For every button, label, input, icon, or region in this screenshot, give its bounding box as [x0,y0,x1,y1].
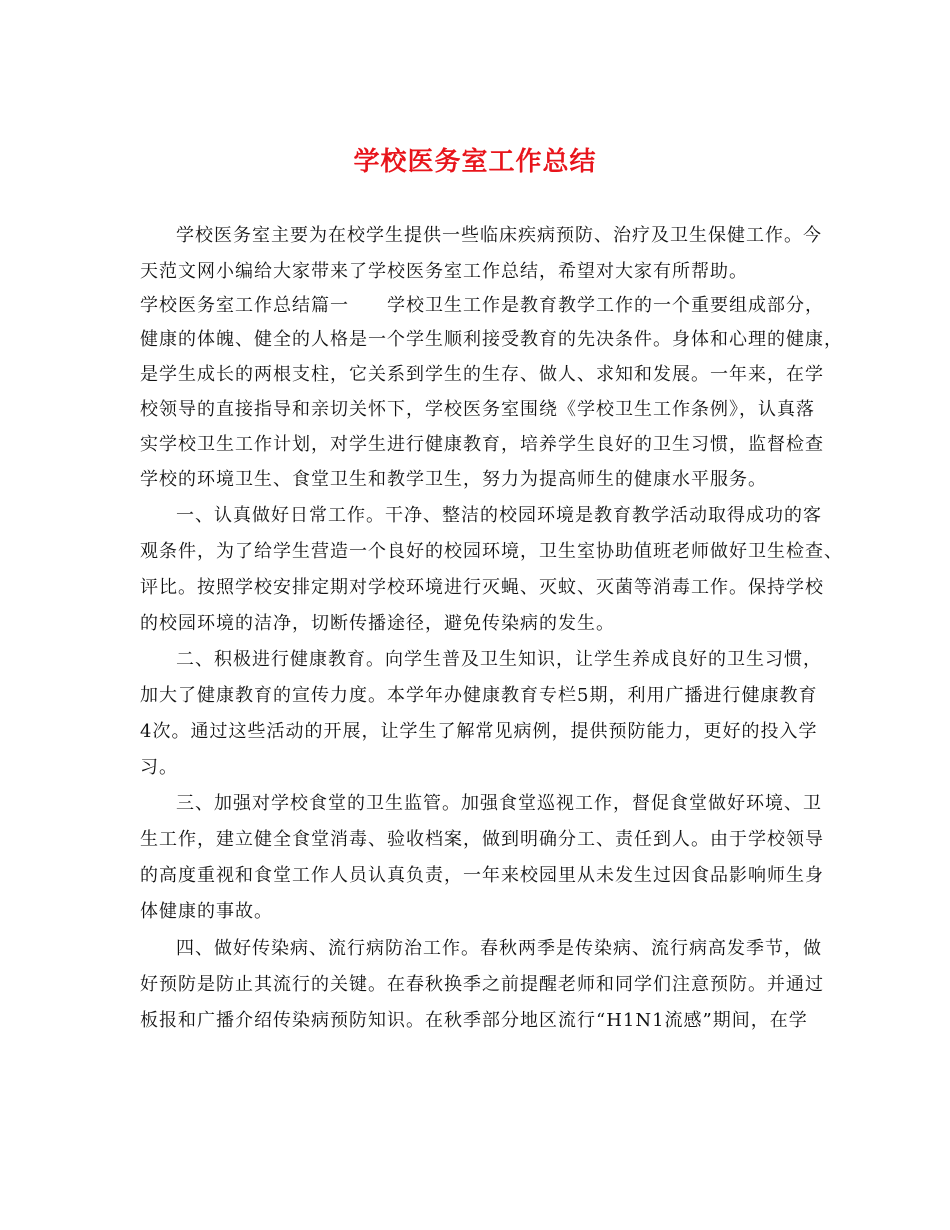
text-line: 学校的环境卫生、食堂卫生和教学卫生，努力为提高师生的健康水平服务。 [140,469,767,490]
text-line: 的高度重视和食堂工作人员认真负责，一年来校园里从未发生过因食品影响师生身 [140,865,824,886]
text-line: 健康的体魄、健全的人格是一个学生顺利接受教育的先决条件。身体和心理的健康， [140,329,843,350]
text-line: 加大了健康教育的宣传力度。本学年办健康教育专栏5期，利用广播进行健康教育 [140,685,818,706]
text-line: 学校医务室主要为在校学生提供一些临床疾病预防、治疗及卫生保健工作。今 [176,225,822,246]
text-line: 板报和广播介绍传染病预防知识。在秋季部分地区流行“H1N1流感”期间，在学 [140,1010,808,1031]
text-line: 评比。按照学校安排定期对学校环境进行灭蝇、灭蚊、灭菌等消毒工作。保持学校 [140,577,824,598]
text-line: 体健康的事故。 [140,901,273,922]
text-line: 的校园环境的洁净，切断传播途径，避免传染病的发生。 [140,613,615,634]
text-line: 观条件，为了给学生营造一个良好的校园环境，卫生室协助值班老师做好卫生检查、 [140,541,843,562]
text-line: 天范文网小编给大家带来了学校医务室工作总结，希望对大家有所帮助。 [140,261,748,282]
document-title: 学校医务室工作总结 [353,147,597,177]
text-line: 四、做好传染病、流行病防治工作。春秋两季是传染病、流行病高发季节，做 [176,938,822,959]
text-line: 学校医务室工作总结篇一 学校卫生工作是教育教学工作的一个重要组成部分， [140,295,824,316]
text-line: 生工作，建立健全食堂消毒、验收档案，做到明确分工、责任到人。由于学校领导 [140,829,824,850]
text-line: 4次。通过这些活动的开展，让学生了解常见病例，提供预防能力，更好的投入学 [140,721,818,742]
text-line: 实学校卫生工作计划，对学生进行健康教育，培养学生良好的卫生习惯，监督检查 [140,434,824,455]
text-line: 是学生成长的两根支柱，它关系到学生的生存、做人、求知和发展。一年来，在学 [140,364,824,385]
text-line: 习。 [140,757,178,778]
text-line: 好预防是防止其流行的关键。在春秋换季之前提醒老师和同学们注意预防。并通过 [140,974,824,995]
text-line: 一、认真做好日常工作。干净、整洁的校园环境是教育教学活动取得成功的客 [176,505,822,526]
text-line: 校领导的直接指导和亲切关怀下，学校医务室围绕《学校卫生工作条例》，认真落 [140,399,815,420]
text-line: 三、加强对学校食堂的卫生监管。加强食堂巡视工作，督促食堂做好环境、卫 [176,793,822,814]
text-line: 二、积极进行健康教育。向学生普及卫生知识，让学生养成良好的卫生习惯， [176,649,822,670]
